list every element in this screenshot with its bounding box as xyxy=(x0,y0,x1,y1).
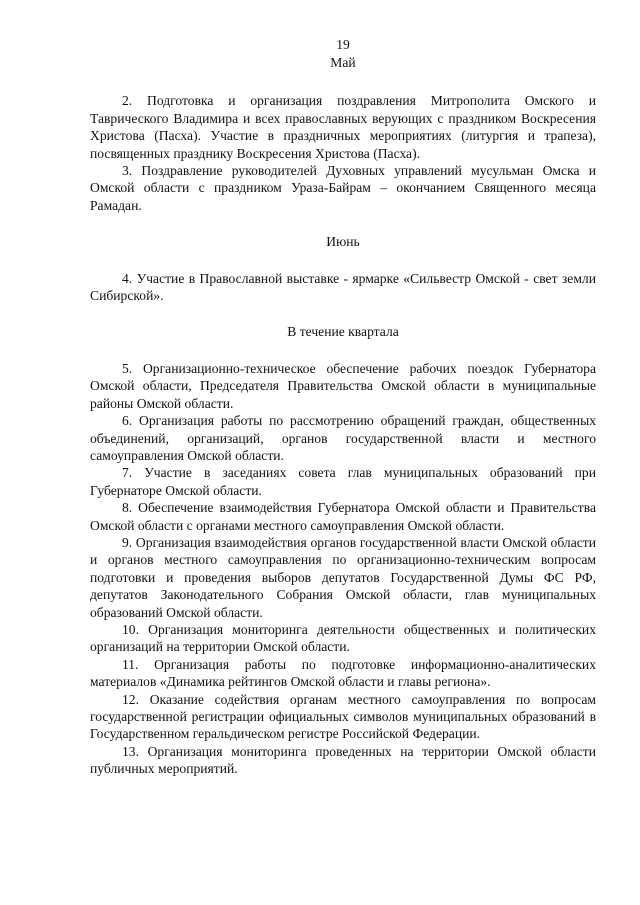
section-heading-may: Май xyxy=(330,55,356,70)
list-item-8: 8. Обеспечение взаимодействия Губернатора Омской области и Правительства Омской области с органами местного самоуправления Омской области. xyxy=(90,500,596,533)
list-item-4: 4. Участие в Православной выставке - ярмарке «Сильвестр Омской - свет земли Сибирской». xyxy=(90,270,596,304)
spacer xyxy=(90,214,596,233)
spacer xyxy=(90,71,596,92)
spacer xyxy=(90,304,596,323)
list-item-2: 2. Подготовка и организация поздравления Митрополита Омского и Таврического Владимира и всех православных верующих с праздником Воскресения Христова (Пасха). Участие в праздничных мероприятиях (литургия и трапеза), посвященных празднику Воскресения Христова (Пасха). xyxy=(90,93,596,161)
document-body xyxy=(90,36,596,778)
list-item-6: 6. Организация работы по рассмотрению обращений граждан, общественных объединений, организаций, органов государственной власти и местного самоуправления Омской области. xyxy=(90,413,596,463)
list-item-9: 9. Организация взаимодействия органов государственной власти Омской области и органов местного самоуправления по организационно-техническим вопросам подготовки и проведения выборов депутатов Государственной Думы ФС РФ, депутатов Законодательного Собрания Омской области, глав муниципальных образований Омской области. xyxy=(90,534,596,620)
list-item-3: 3. Поздравление руководителей Духовных управлений мусульман Омска и Омской области с праздником Ураза-Байрам – окончанием Священного месяца Рамадан. xyxy=(90,163,596,213)
list-item-11: 11. Организация работы по подготовке информационно-аналитических материалов «Динамика рейтингов Омской области и главы региона». xyxy=(90,656,596,690)
list-item-12: 12. Оказание содействия органам местного самоуправления по вопросам государственной регистрации официальных символов муниципальных образований в Государственном геральдическом регистре Российской Федерации. xyxy=(90,691,596,742)
list-item-13: 13. Организация мониторинга проведенных на территории Омской области публичных мероприятий. xyxy=(90,743,596,777)
list-item-10: 10. Организация мониторинга деятельности общественных и политических организаций на территории Омской области. xyxy=(90,621,596,655)
list-item-7: 7. Участие в заседаниях совета глав муниципальных образований при Губернаторе Омской области. xyxy=(90,465,596,498)
spacer xyxy=(90,341,596,360)
section-heading-june: Июнь xyxy=(326,234,360,250)
list-item-5: 5. Организационно-техническое обеспечение рабочих поездок Губернатора Омской области, Председателя Правительства Омской области в муниципальные районы Омской области. xyxy=(90,360,596,411)
spacer xyxy=(90,251,596,270)
page-number: 19 xyxy=(336,37,350,52)
section-heading-quarter: В течение квартала xyxy=(287,324,399,340)
